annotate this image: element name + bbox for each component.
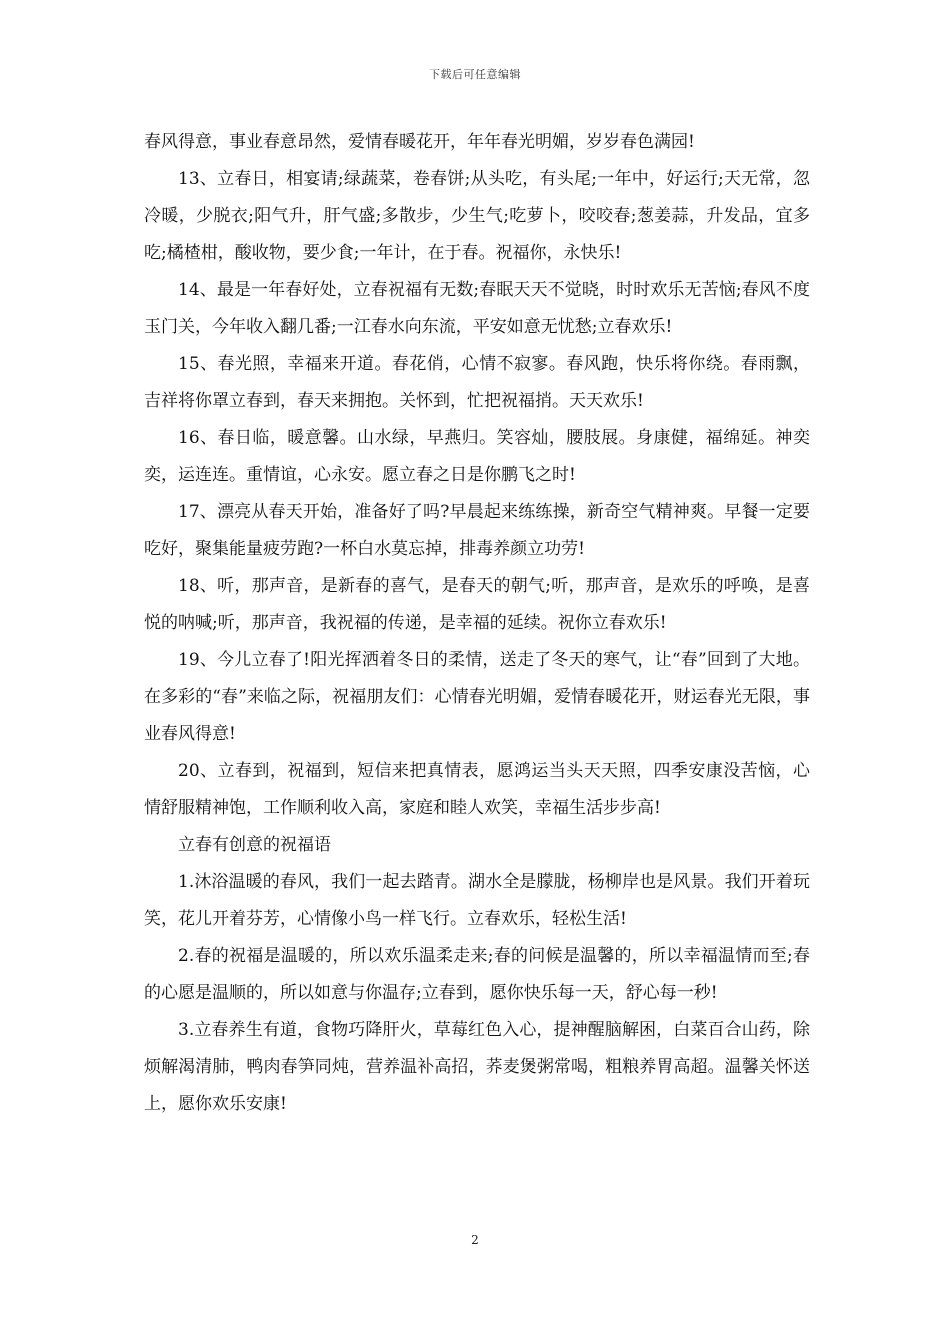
- page-number: 2: [471, 1233, 479, 1247]
- paragraph-item-20: 20、立春到，祝福到，短信来把真情表，愿鸿运当头天天照，四季安康没苦恼，心情舒服精神饱，工作顺利收入高，家庭和睦人欢笑，幸福生活步步高!: [144, 761, 810, 818]
- paragraph-item-14: 14、最是一年春好处，立春祝福有无数;春眠天天不觉晓，时时欢乐无苦恼;春风不度玉门关，今年收入翻几番;一江春水向东流，平安如意无忧愁;立春欢乐!: [144, 280, 810, 337]
- paragraph-creative-1: 1.沐浴温暖的春风，我们一起去踏青。湖水全是朦胧，杨柳岸也是风景。我们开着玩笑，花儿开着芬芳，心情像小鸟一样飞行。立春欢乐，轻松生活!: [144, 872, 810, 929]
- paragraph-item-18: 18、听，那声音，是新春的喜气，是春天的朝气;听，那声音，是欢乐的呼唤，是喜悦的呐喊;听，那声音，我祝福的传递，是幸福的延续。祝你立春欢乐!: [144, 576, 810, 633]
- paragraph-item-17: 17、漂亮从春天开始，准备好了吗?早晨起来练练操，新奇空气精神爽。早餐一定要吃好，聚集能量疲劳跑?一杯白水莫忘掉，排毒养颜立功劳!: [144, 502, 810, 559]
- section-heading: 立春有创意的祝福语: [178, 835, 331, 855]
- paragraph-item-16: 16、春日临，暖意馨。山水绿，早燕归。笑容灿，腰肢展。身康健，福绵延。神奕奕，运连连。重情谊，心永安。愿立春之日是你鹏飞之时!: [144, 428, 810, 485]
- paragraph-item-19: 19、今儿立春了!阳光挥洒着冬日的柔情，送走了冬天的寒气，让“春”回到了大地。在多彩的“春”来临之际，祝福朋友们：心情春光明媚，爱情春暖花开，财运春光无限，事业春风得意!: [144, 650, 810, 744]
- document-body: [144, 124, 810, 1123]
- paragraph-item-15: 15、春光照，幸福来开道。春花俏，心情不寂寥。春风跑，快乐将你绕。春雨飘，吉祥将你罩立春到，春天来拥抱。关怀到，忙把祝福捎。天天欢乐!: [144, 354, 810, 411]
- paragraph-item-13: 13、立春日，相宴请;绿蔬菜，卷春饼;从头吃，有头尾;一年中，好运行;天无常，忽冷暖，少脱衣;阳气升，肝气盛;多散步，少生气;吃萝卜，咬咬春;葱姜蒜，升发品，宜多吃;橘楂柑，酸收物，要少食;一年计，在于春。祝福你，永快乐!: [144, 169, 810, 263]
- paragraph-creative-3: 3.立春养生有道，食物巧降肝火，草莓红色入心，提神醒脑解困，白菜百合山药，除烦解渴清肺，鸭肉春笋同炖，营养温补高招，荞麦煲粥常喝，粗粮养胃高超。温馨关怀送上，愿你欢乐安康!: [144, 1020, 810, 1114]
- page-header-note: 下载后可任意编辑: [429, 68, 521, 81]
- paragraph-creative-2: 2.春的祝福是温暖的，所以欢乐温柔走来;春的问候是温馨的，所以幸福温情而至;春的心愿是温顺的，所以如意与你温存;立春到，愿你快乐每一天，舒心每一秒!: [144, 946, 810, 1003]
- paragraph-continuation: 春风得意，事业春意昂然，爱情春暖花开，年年春光明媚，岁岁春色满园!: [144, 132, 695, 152]
